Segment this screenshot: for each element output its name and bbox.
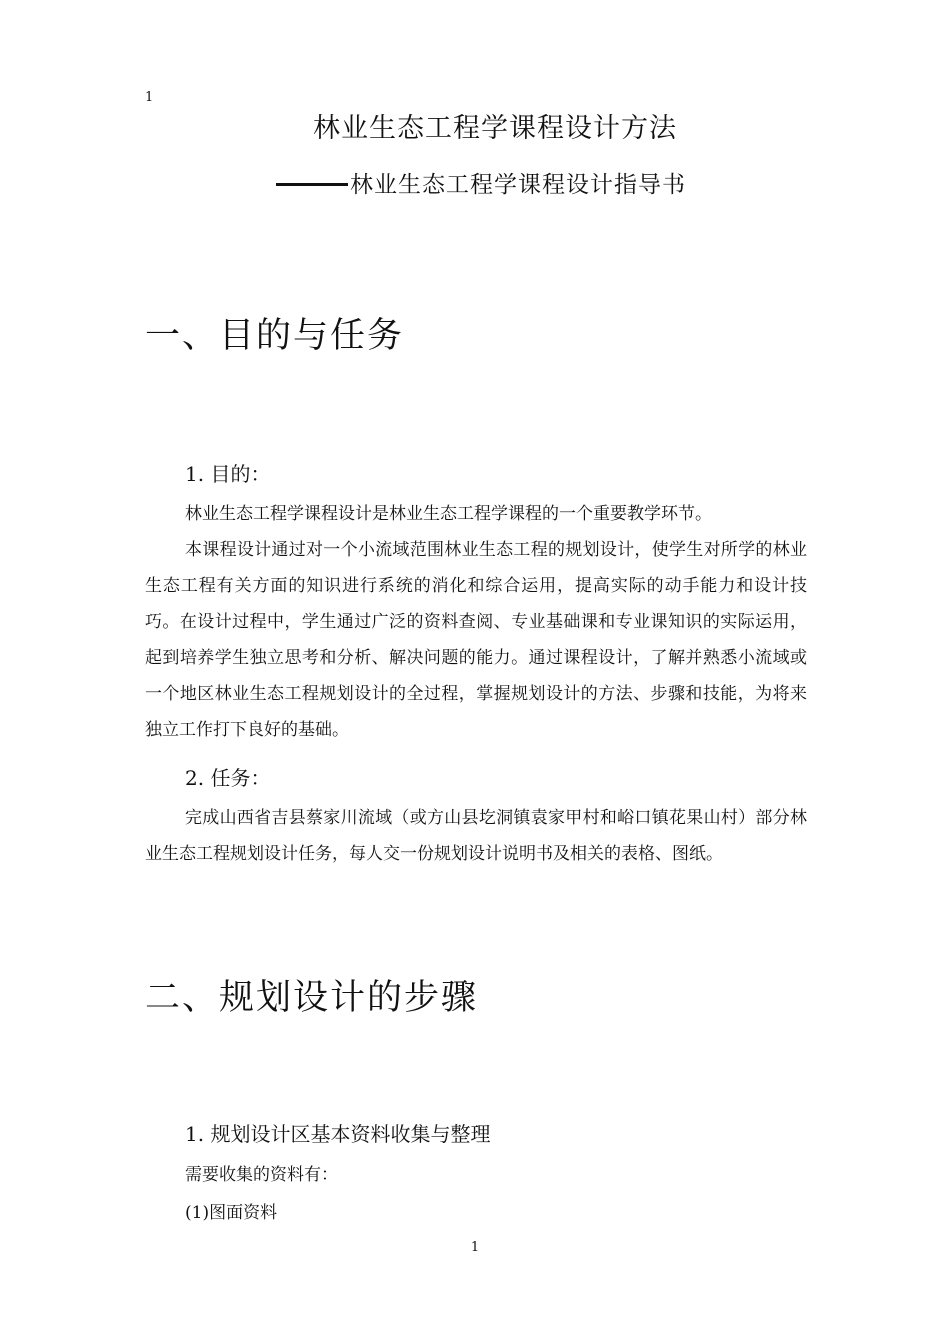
document-title: 林业生态工程学课程设计方法 <box>313 113 677 144</box>
subsection-heading-data-collection: 1. 规划设计区基本资料收集与整理 <box>185 1122 491 1146</box>
subtitle-text: 林业生态工程学课程设计指导书 <box>350 172 686 198</box>
document-subtitle <box>276 166 686 199</box>
paragraph-purpose-intro: 林业生态工程学课程设计是林业生态工程学课程的一个重要教学环节。 <box>185 504 712 524</box>
page-number: 1 <box>470 1240 480 1255</box>
paragraph-task: 完成山西省吉县蔡家川流域（或方山县圪洞镇袁家甲村和峪口镇花果山村）部分林业生态工程规划设计任务，每人交一份规划设计说明书及相关的表格、图纸。 <box>145 808 807 864</box>
section-heading-2: 二、规划设计的步骤 <box>145 978 479 1018</box>
subsection-heading-purpose: 1. 目的： <box>185 462 271 486</box>
section-heading-1: 一、目的与任务 <box>145 316 405 356</box>
page-mark: 1 <box>145 90 154 105</box>
em-dash-rule <box>276 183 348 186</box>
text-line-required-data: 需要收集的资料有： <box>185 1165 338 1185</box>
paragraph-purpose-detail: 本课程设计通过对一个小流域范围林业生态工程的规划设计，使学生对所学的林业生态工程有关方面的知识进行系统的消化和综合运用，提高实际的动手能力和设计技巧。在设计过程中，学生通过广泛的资料查阅、专业基础课和专业课知识的实际运用，起到培养学生独立思考和分析、解决问题的能力。通过课程设计，了解并熟悉小流域或一个地区林业生态工程规划设计的全过程，掌握规划设计的方法、步骤和技能，为将来独立工作打下良好的基础。 <box>145 540 807 740</box>
subsection-heading-task: 2. 任务： <box>185 766 271 790</box>
text-line-map-data: (1)图面资料 <box>185 1203 278 1223</box>
